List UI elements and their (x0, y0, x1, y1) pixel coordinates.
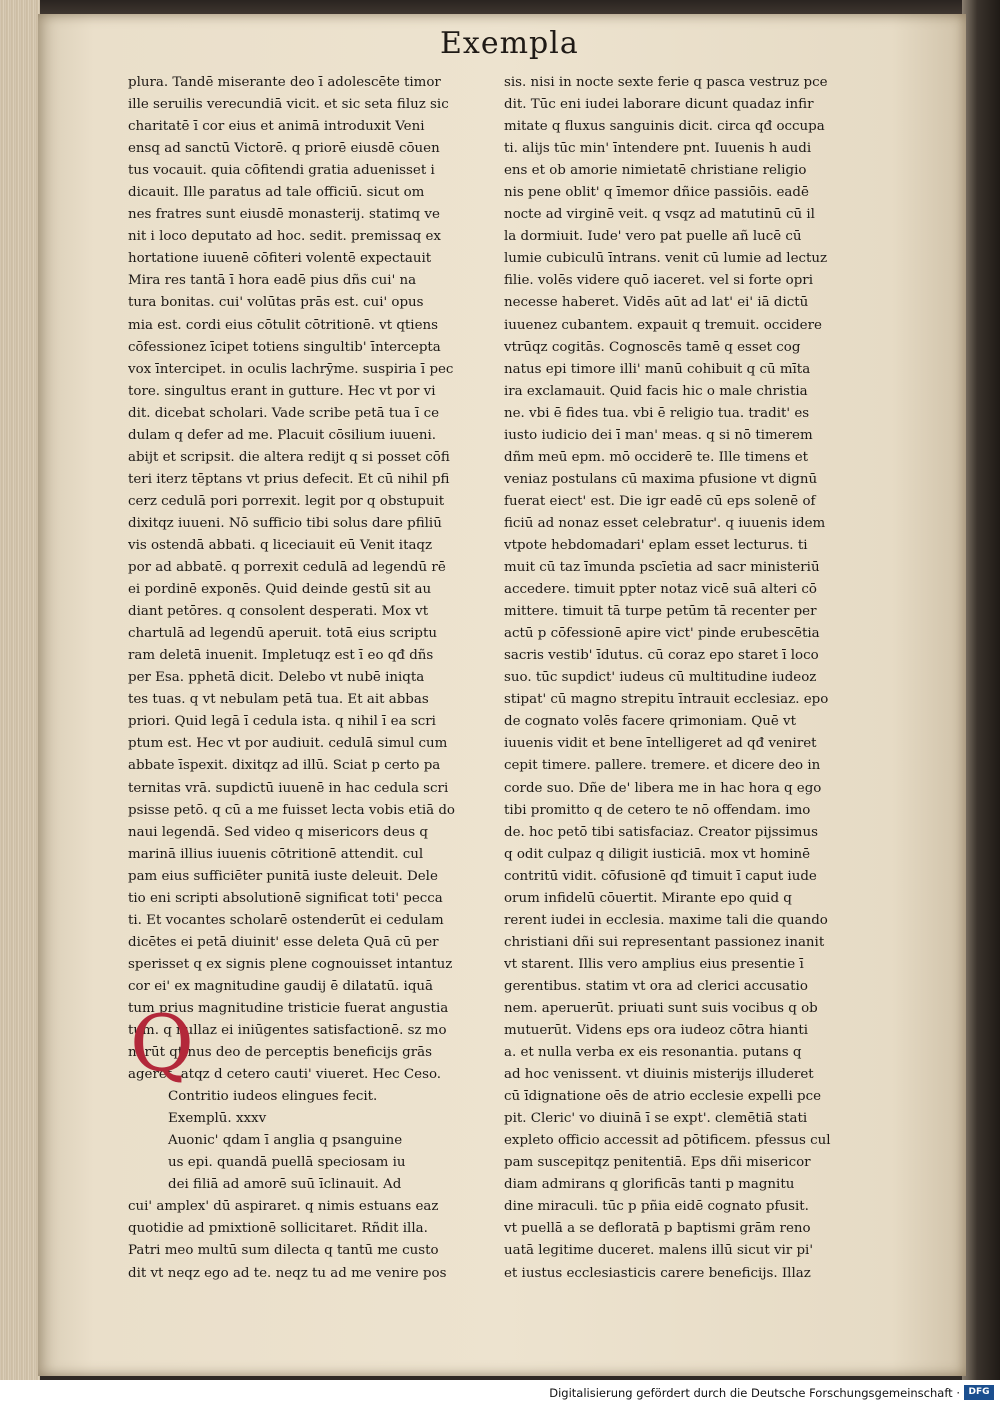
text-line: veniaz postulans cū maxima pfusione vt dignū (504, 471, 818, 487)
text-line: nem. aperuerūt. priuati sunt suis vocibus q ob (504, 1000, 818, 1016)
text-line: ageret. atqz d cetero cauti' viueret. Hec Ceso. (128, 1067, 442, 1083)
text-line: ne. vbi ē fides tua. vbi ē religio tua. tradit' es (504, 405, 810, 421)
text-line: naui legendā. Sed video q misericors deus q (128, 824, 428, 840)
text-line: mia est. cordi eius cōtulit cōtritionē. vt qtiens (128, 317, 438, 333)
initial-letter: Q (130, 999, 194, 1089)
text-line: necesse haberet. Vidēs aūt ad lat' ei' iā dictū (504, 295, 809, 311)
text-line: por ad abbatē. q porrexit cedulā ad legendū rē (128, 560, 446, 576)
text-line: tum prius magnitudine tristicie fuerat angustia (128, 1000, 449, 1016)
text-line: plura. Tandē miserante deo ī adolescēte timor (128, 75, 441, 90)
text-line: Auonic' qdam ī anglia q psanguine (168, 1133, 403, 1149)
text-line: tus vocauit. quia cōfitendi gratia aduenisset i (128, 163, 435, 179)
text-line: abijt et scripsit. die altera redijt q si posset cōfi (128, 449, 450, 465)
text-line: dicētes ei petā diuinit' esse deleta Quā cū per (128, 934, 439, 950)
footer-bar (0, 1380, 1000, 1406)
text-line: marinā illius iuuenis cōtritionē attendit. cul (128, 846, 424, 862)
text-line: ficiū ad nonaz esset celebratur'. q iuuenis idem (504, 515, 826, 531)
text-line: de cognato volēs facere qrimoniam. Quē vt (504, 714, 796, 730)
text-line: sacris vestib' īdutus. cū coraz epo staret ī loco (504, 648, 819, 664)
text-line: ei pordinē exponēs. Quid deinde gestū sit au (128, 582, 432, 598)
text-line: cū īdignatione oēs de atrio ecclesie expelli pce (504, 1089, 822, 1105)
right-column (504, 72, 904, 1285)
text-line: vt starent. Illis vero amplius eius presentie ī (504, 956, 804, 972)
text-line: per Esa. pphetā dicit. Delebo vt nubē iniqta (128, 670, 425, 686)
text-line: priori. Quid legā ī cedula ista. q nihil ī ea scri (128, 714, 436, 730)
section-subtitle: Contritio iudeos elingues fecit. (168, 1089, 378, 1105)
text-line: a. et nulla verba ex eis resonantia. putans q (504, 1045, 802, 1061)
text-line: chartulā ad legendū aperuit. totā eius scriptu (128, 626, 437, 642)
text-line: dit. Tūc eni iudei laborare dicunt quadaz infir (504, 97, 814, 113)
text-line: nit i loco deputato ad hoc. sedit. premissaq ex (128, 229, 441, 245)
text-line: la dormiuit. Iude' vero pat puelle añ lucē cū (504, 229, 802, 245)
text-line: quotidie ad pmixtionē sollicitaret. Rñdit illa. (128, 1221, 428, 1237)
text-line: ensq ad sanctū Victorē. q priorē eiusdē cōuen (128, 141, 440, 157)
text-line: q odit culpaz q diligit iusticiā. mox vt hominē (504, 846, 811, 862)
text-line: stipat' cū magno strepitu īntrauit ecclesiaz. epo (504, 692, 829, 708)
text-line: cōfessionez īcipet totiens singultib' īntercepta (128, 339, 441, 355)
text-line: vox īntercipet. in oculis lachrȳme. suspiria ī pec (128, 361, 454, 377)
text-line: sis. nisi in nocte sexte ferie q pasca vestruz pce (504, 75, 828, 90)
text-line: us epi. quandā puellā speciosam iu (168, 1155, 406, 1171)
text-line: cui' amplex' dū aspiraret. q nimis estuans eaz (128, 1199, 439, 1215)
text-line: dit vt neqz ego ad te. neqz tu ad me venire pos (128, 1265, 447, 1281)
text-line: suo. tūc supdict' iudeus cū multitudine iudeoz (504, 670, 817, 686)
text-line: mitate q fluxus sanguinis dicit. circa qđ occupa (504, 119, 825, 135)
text-line: uatā legitime duceret. malens illū sicut vir pi' (504, 1243, 813, 1259)
text-line: tes tuas. q vt nebulam petā tua. Et ait abbas (128, 692, 429, 708)
text-line: Patri meo multū sum dilecta q tantū me custo (128, 1243, 439, 1259)
text-line: teri iterz tēptans vt prius defecit. Et cū nihil pfi (128, 471, 450, 487)
text-line: tibi promitto q de cetero te nō offendam. imo (504, 802, 811, 818)
text-line: natus epi timore illi' manū cohibuit q cū mīta (504, 361, 811, 377)
text-line: lumie cubiculū īntrans. venit cū lumie ad lectuz (504, 251, 828, 267)
text-line: accedere. timuit ppter notaz vicē suā alteri cō (504, 582, 817, 598)
text-line: ad hoc venissent. vt diuinis misterijs illuderet (504, 1067, 814, 1083)
text-line: ti. Et vocantes scholarē ostenderūt ei cedulam (128, 912, 444, 928)
book-gutter (962, 0, 1000, 1380)
text-line: de. hoc petō tibi satisfaciaz. Creator pijssimus (504, 824, 818, 840)
text-line: gerentibus. statim vt ora ad clerici accusatio (504, 978, 808, 994)
text-line: fuerat eiect' est. Die igr eadē cū eps solenē of (504, 493, 816, 509)
text-line: filie. volēs videre quō iaceret. vel si forte opri (504, 273, 813, 289)
text-line: hortatione iuuenē cōfiteri volentē expectauit (128, 251, 432, 267)
text-line: mutuerūt. Videns eps ora iudeoz cōtra hianti (504, 1023, 809, 1039)
text-line: ira exclamauit. Quid facis hic o male christia (504, 383, 808, 399)
text-line: cepit timere. pallere. tremere. et dicere deo in (504, 758, 821, 774)
text-line: ti. alijs tūc min' īntendere pnt. Iuuenis h audi (504, 141, 812, 157)
text-line: charitatē ī cor eius et animā introduxit Veni (128, 119, 425, 135)
text-line: abbate īspexit. dixitqz ad illū. Sciat p certo pa (128, 758, 441, 774)
text-line: dei filiā ad amorē suū īclinauit. Ad (168, 1177, 402, 1193)
dfg-logo: DFG (964, 1385, 994, 1400)
text-line: orum infidelū cōuertit. Mirante epo quid q (504, 890, 792, 906)
text-line: dit. dicebat scholari. Vade scribe petā tua ī ce (128, 405, 440, 421)
text-line: tio eni scripti absolutionē significat toti' pecca (128, 890, 443, 906)
text-line: tum. q nullaz ei iniūgentes satisfactionē. sz mo (128, 1023, 447, 1039)
text-line: ille seruilis verecundiā vicit. et sic seta filuz sic (128, 97, 449, 113)
text-line: christiani dñi sui representant passionez inanit (504, 934, 825, 950)
text-line: nis pene oblit' q īmemor dñice passiōis. eadē (504, 185, 809, 201)
text-line: pam eius sufficiēter punitā iuste deleuit. Dele (128, 868, 438, 884)
text-line: actū p cōfessionē apire vict' pinde erubescētia (504, 626, 820, 642)
text-line: vtpote hebdomadari' eplam esset lecturus. ti (504, 537, 808, 553)
text-line: iusto iudicio dei ī man' meas. q si nō timerem (504, 427, 813, 443)
text-line: expleto officio accessit ad pōtificem. pfessus cul (504, 1133, 831, 1149)
text-line: nes fratres sunt eiusdē monasterij. statimq ve (128, 207, 440, 223)
text-line: pit. Cleric' vo diuinā ī se expt'. clemētiā stati (504, 1111, 808, 1127)
text-line: pam suscepitqz penitentiā. Eps dñi misericor (504, 1155, 811, 1171)
text-line: cerz cedulā pori porrexit. legit por q obstupuit (128, 493, 445, 509)
text-line: dulam q defer ad me. Placuit cōsilium iuueni. (128, 427, 437, 443)
text-line: dñm meū epm. mō occiderē te. Ille timens et (504, 449, 808, 465)
text-line: dicauit. Ille paratus ad tale officiū. sicut om (128, 185, 425, 201)
text-line: psisse petō. q cū a me fuisset lecta vobis etiā do (128, 802, 455, 818)
text-line: cor ei' ex magnitudine gaudij ē dilatatū. iquā (128, 978, 434, 994)
text-line: diant petōres. q consolent desperati. Mox vt (128, 604, 429, 620)
text-line: rerent iudei in ecclesia. maxime tali die quando (504, 912, 828, 928)
text-line: dixitqz iuueni. Nō sufficio tibi solus dare pfiliū (128, 515, 442, 531)
text-line: mittere. timuit tā turpe petūm tā recenter per (504, 604, 817, 620)
text-line: sperisset q ex signis plene cognouisset intantuz (128, 956, 453, 972)
text-line: dine miraculi. tūc p pñia eidē cognato pfusit. (504, 1199, 809, 1215)
text-line: corde suo. Dñe de' libera me in hac hora q ego (504, 780, 822, 796)
text-line: iuuenis vidit et bene īntelligeret ad qđ veniret (504, 736, 817, 752)
text-line: vtrūqz cogitās. Cognoscēs tamē q esset cog (504, 339, 801, 355)
text-line: iuuenez cubantem. expauit q tremuit. occidere (504, 317, 822, 333)
text-line: nerūt qtinus deo de perceptis beneficijs grās (128, 1045, 432, 1061)
text-line: ternitas vrā. supdictū iuuenē in hac cedula scri (128, 780, 449, 796)
text-line: muit cū taz īmunda pscīetia ad sacr ministeriū (504, 560, 820, 576)
text-line: contritū vidit. cōfusionē qđ timuit ī caput iude (504, 868, 817, 884)
text-line: vt puellā a se defloratā p baptismi grām reno (504, 1221, 811, 1237)
text-line: vis ostendā abbati. q liceciauit eū Venit itaqz (128, 537, 433, 553)
text-line: tura bonitas. cui' volūtas prās est. cui' opus (128, 295, 424, 311)
text-line: ptum est. Hec vt por audiuit. cedulā simul cum (128, 736, 448, 752)
running-title: Exempla (440, 26, 579, 61)
text-line: et iustus ecclesiasticis carere beneficijs. Illaz (504, 1265, 811, 1281)
text-line: ram deletā inuenit. Impletuqz est ī eo qđ dñs (128, 648, 434, 664)
text-line: Mira res tantā ī hora eadē pius dñs cui' na (128, 273, 417, 289)
text-line: ens et ob amorie nimietatē christiane religio (504, 163, 807, 179)
text-line: nocte ad virginē veit. q vsqz ad matutinū cū il (504, 207, 815, 223)
text-line: diam admirans q glorificās tanti p magnitu (504, 1177, 795, 1193)
left-column (128, 72, 478, 1285)
book-page-edges (0, 0, 40, 1380)
text-line: tore. singultus erant in gutture. Hec vt por vi (128, 383, 436, 399)
footer-credit: Digitalisierung gefördert durch die Deutsche Forschungsgemeinschaft · (549, 1386, 960, 1400)
example-heading: Exemplū. xxxv (168, 1111, 267, 1127)
